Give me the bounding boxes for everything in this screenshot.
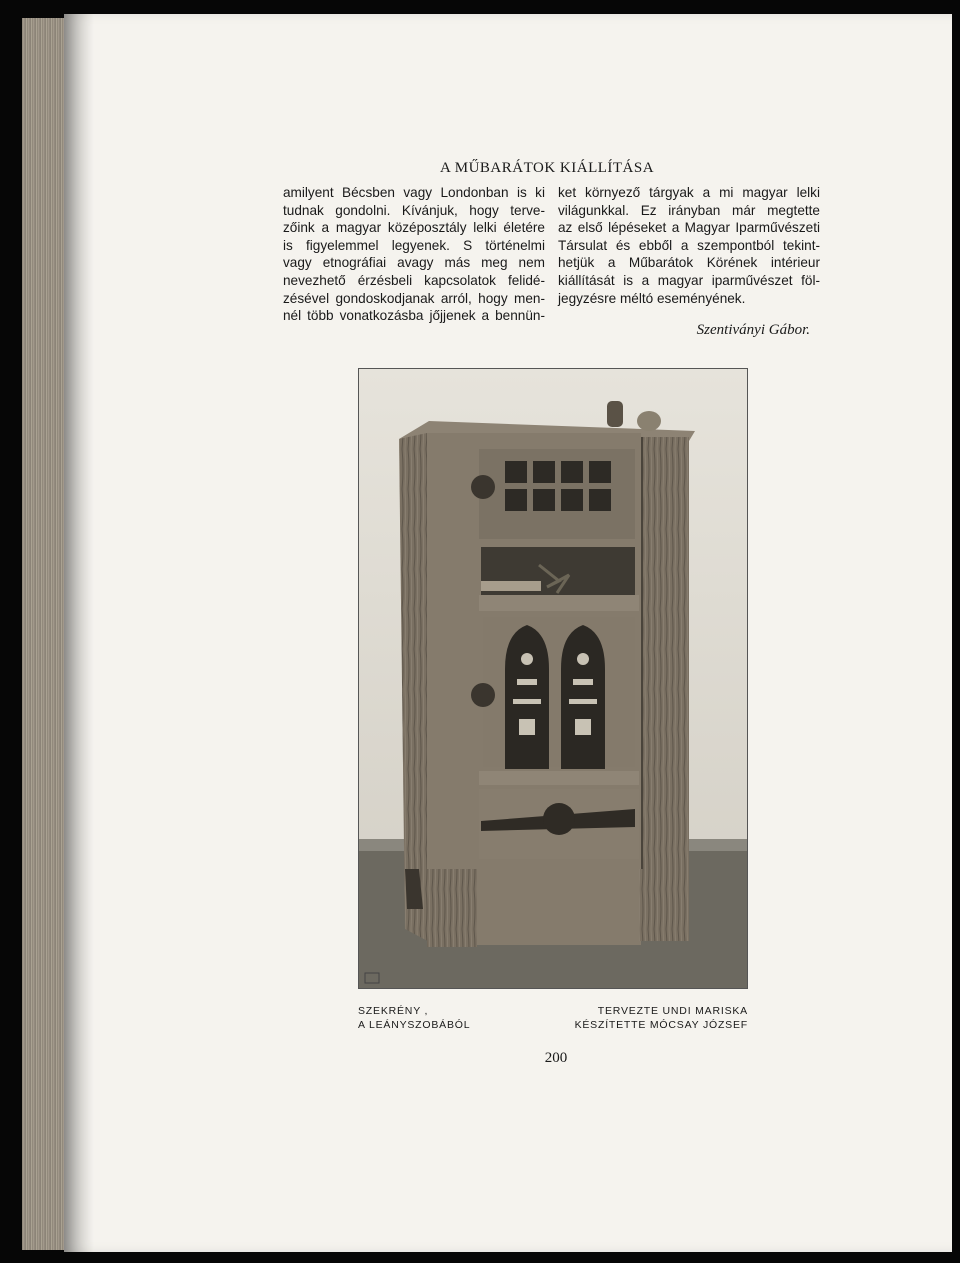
- page-number: 200: [544, 1050, 568, 1066]
- text-line: tudnak gondolni. Kívánjuk, hogy terve-: [283, 202, 545, 218]
- caption-line: SZEKRÉNY ,: [358, 1005, 429, 1017]
- text-line: vagy etnográfiai avagy más meg nem: [283, 255, 545, 271]
- caption-object: [358, 1004, 470, 1032]
- text-column-left: [283, 184, 545, 325]
- text-line: hetjük a Műbarátok Körének intérieur: [558, 255, 820, 271]
- text-line: az első lépéseket a Magyar Iparművészeti: [558, 220, 820, 236]
- text-line: nél több vonatkozásba jőjjenek a bennün-: [283, 308, 545, 324]
- gutter-shadow: [64, 14, 94, 1252]
- cabinet-photograph: [358, 368, 748, 989]
- text-line: kiállítását is a magyar iparművészet föl-: [558, 272, 820, 288]
- text-line: világunkkal. Ez irányban már megtette: [558, 202, 820, 218]
- text-line: zőink a magyar középosztály lelki életére: [283, 220, 545, 236]
- text-line: Társulat és ebből a szempontból tekint-: [558, 237, 820, 253]
- caption-line: TERVEZTE UNDI MARISKA: [597, 1005, 748, 1017]
- caption-line: KÉSZÍTETTE MÓCSAY JÓZSEF: [574, 1019, 748, 1031]
- text-line: jegyzésre méltó eseményének.: [558, 290, 746, 306]
- text-column-right: [558, 184, 820, 307]
- author-signature: Szentiványi Gábor.: [696, 322, 810, 338]
- text-line: nevezhető érzésbeli kapcsolatok felidé-: [283, 272, 545, 288]
- cabinet-illustration: [359, 369, 747, 988]
- text-line: ket környező tárgyak a mi magyar lelki: [558, 185, 820, 200]
- caption-credits: [568, 1004, 748, 1032]
- caption-line: A LEÁNYSZOBÁBÓL: [358, 1019, 471, 1031]
- running-head: A MŰBARÁTOK KIÁLLÍTÁSA: [440, 160, 655, 176]
- text-line: zésével gondoskodjanak arról, hogy men-: [283, 290, 545, 306]
- text-line: amilyent Bécsben vagy Londonban is ki: [283, 185, 545, 200]
- text-line: is figyelemmel legyenek. S történelmi: [283, 237, 545, 253]
